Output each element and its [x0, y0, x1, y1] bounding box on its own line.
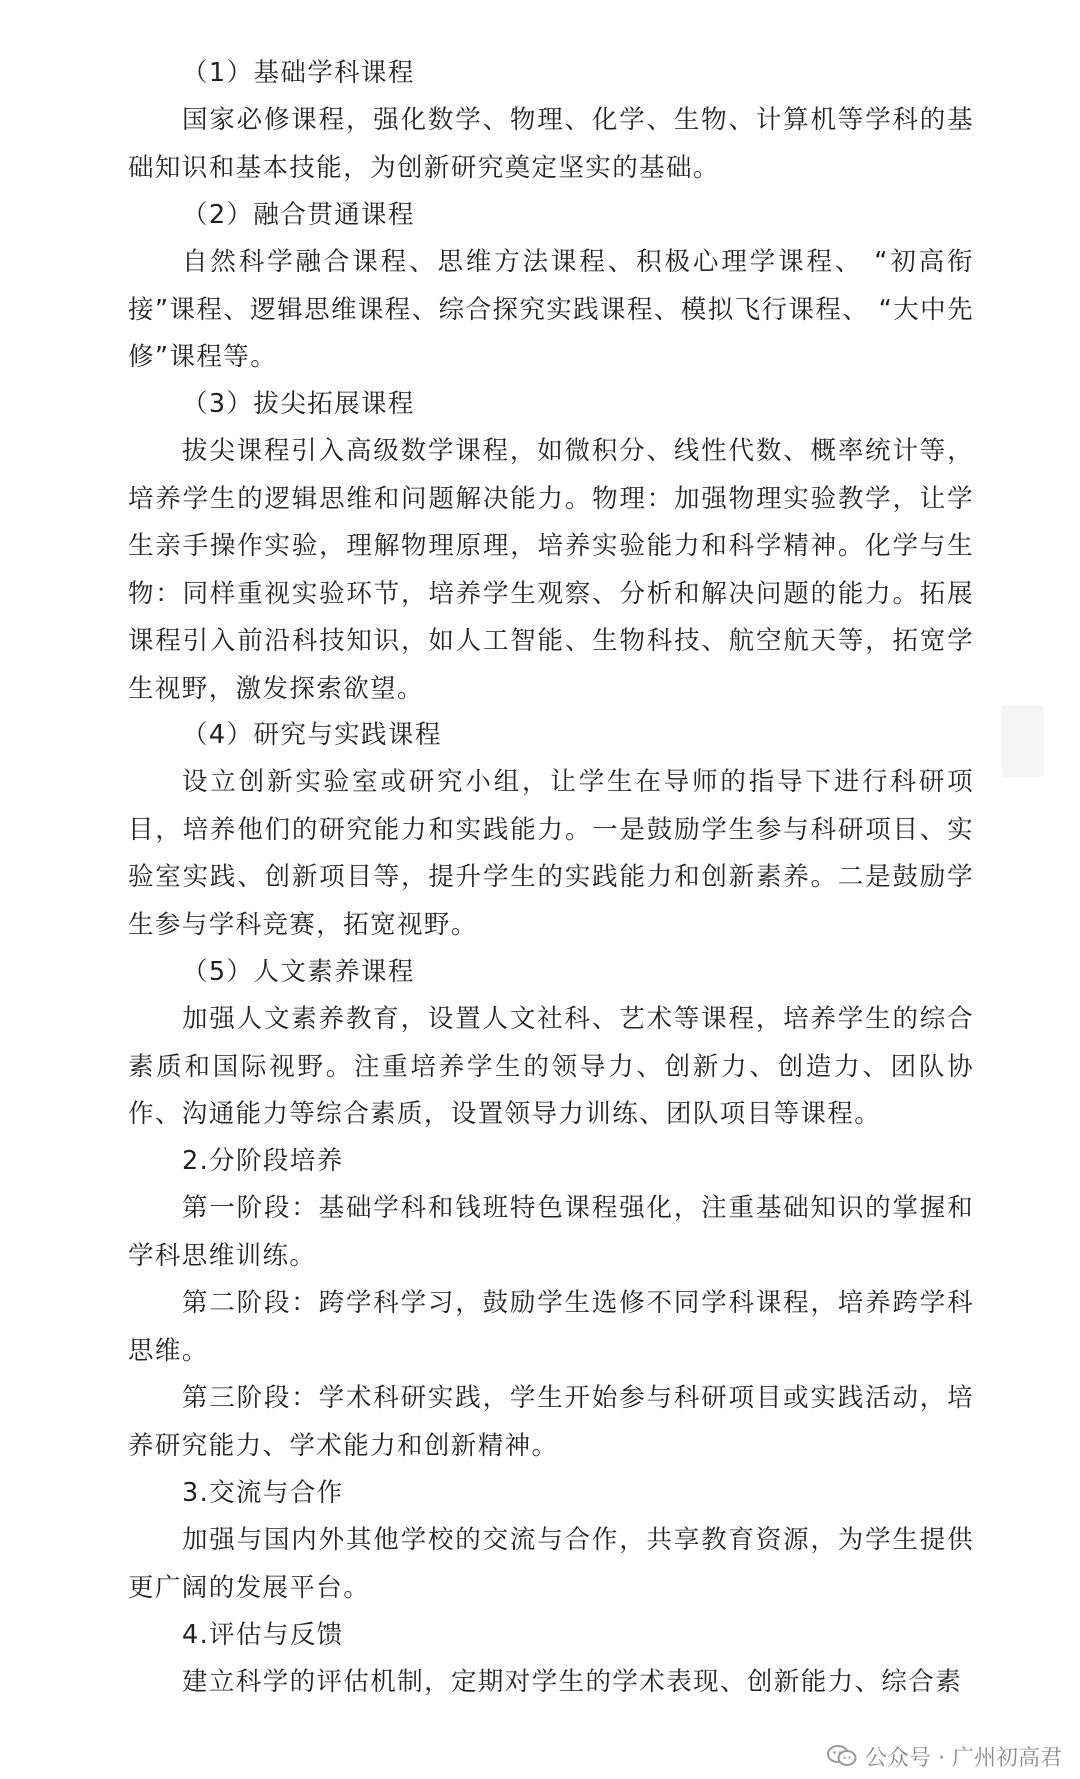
- paragraph-stage-one: 第一阶段：基础学科和钱班特色课程强化，注重基础知识的掌握和学科思维训练。: [128, 1193, 974, 1271]
- paragraph-integrated-courses: 自然科学融合课程、思维方法课程、积极心理学课程、 “初高衔接”课程、逻辑思维课程、综合探究实践课程、模拟飞行课程、 “大中先修”课程等。: [128, 247, 974, 372]
- heading-exchange-cooperation: 3.交流与合作: [182, 1478, 344, 1508]
- watermark-text: 公众号 · 广州初高君: [865, 1745, 1062, 1771]
- heading-integrated-courses: （2）融合贯通课程: [182, 200, 415, 230]
- heading-top-extension-courses: （3）拔尖拓展课程: [182, 389, 415, 419]
- paragraph-evaluation-feedback: 建立科学的评估机制，定期对学生的学术表现、创新能力、综合素: [182, 1667, 963, 1697]
- heading-research-practice-courses: （4）研究与实践课程: [182, 720, 442, 750]
- paragraph-basic-courses: 国家必修课程，强化数学、物理、化学、生物、计算机等学科的基础知识和基本技能，为创新研究奠定坚实的基础。: [128, 105, 974, 183]
- paragraph-stage-two: 第二阶段：跨学科学习，鼓励学生选修不同学科课程，培养跨学科思维。: [128, 1288, 974, 1366]
- paragraph-stage-three: 第三阶段：学术科研实践，学生开始参与科研项目或实践活动，培养研究能力、学术能力和创新精神。: [128, 1383, 974, 1461]
- paragraph-humanities-courses: 加强人文素养教育，设置人文社科、艺术等课程，培养学生的综合素质和国际视野。注重培养学生的领导力、创新力、创造力、团队协作、沟通能力等综合素质，设置领导力训练、团队项目等课程。: [128, 1004, 974, 1129]
- paragraph-research-practice-courses: 设立创新实验室或研究小组，让学生在导师的指导下进行科研项目，培养他们的研究能力和实践能力。一是鼓励学生参与科研项目、实验室实践、创新项目等，提升学生的实践能力和创新素养。二是鼓励学生参与学科竞赛，拓宽视野。: [128, 767, 974, 940]
- heading-evaluation-feedback: 4.评估与反馈: [182, 1620, 344, 1650]
- heading-staged-training: 2.分阶段培养: [182, 1146, 344, 1176]
- heading-basic-courses: （1）基础学科课程: [182, 58, 415, 88]
- heading-humanities-courses: （5）人文素养课程: [182, 957, 415, 987]
- wechat-official-account-icon: [827, 1745, 857, 1767]
- watermark: [827, 1740, 1062, 1772]
- paragraph-exchange-cooperation: 加强与国内外其他学校的交流与合作，共享教育资源，为学生提供更广阔的发展平台。: [128, 1525, 974, 1603]
- scroll-marker: [1002, 705, 1044, 777]
- paragraph-top-extension-courses: 拔尖课程引入高级数学课程，如微积分、线性代数、概率统计等，培养学生的逻辑思维和问题解决能力。物理：加强物理实验教学，让学生亲手操作实验，理解物理原理，培养实验能力和科学精神。化学与生物：同样重视实验环节，培养学生观察、分析和解决问题的能力。拓展课程引入前沿科技知识，如人工智能、生物科技、航空航天等，拓宽学生视野，激发探索欲望。: [128, 436, 974, 704]
